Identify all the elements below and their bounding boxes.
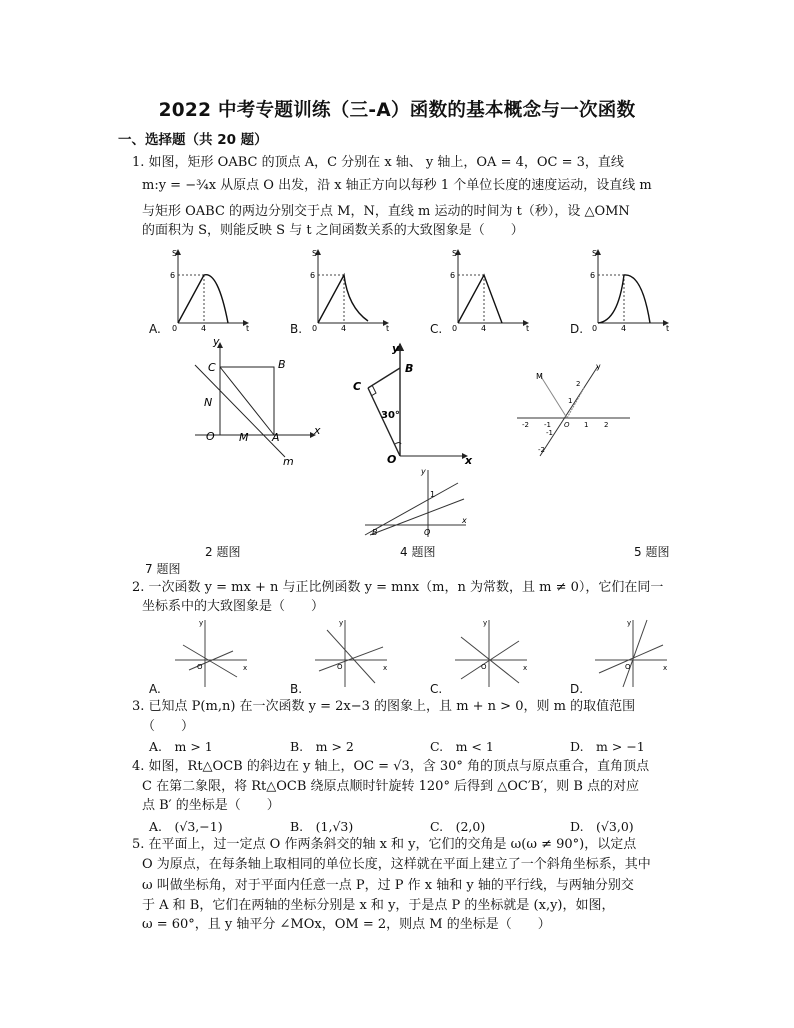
q1-graph-d-origin: 0	[592, 324, 598, 333]
fig7-label-o: O	[424, 528, 431, 537]
q2-graph-d-x: x	[663, 664, 668, 672]
fig5-label-ym2: -2	[538, 446, 545, 454]
q2-graph-b-x: x	[383, 664, 388, 672]
q1-line-2: m:y = −¾x 从原点 O 出发，沿 x 轴正方向以每秒 1 个单位长度的速度运动，设直线 m	[142, 178, 652, 193]
q1-graph-b-y-tick: 6	[310, 271, 316, 280]
fig7-label-b: B	[372, 528, 378, 537]
fig2-label-x: x	[314, 424, 321, 437]
q1-graph-a-y-tick: 6	[170, 271, 176, 280]
fig7-caption: 7 题图	[145, 562, 181, 576]
fig5-label-ym1: -1	[546, 429, 553, 437]
fig5-caption: 5 题图	[634, 545, 670, 559]
q1-option-d[interactable]: D.	[570, 322, 584, 336]
q2-graph-b	[315, 619, 387, 687]
q2-option-c[interactable]: C.	[430, 682, 443, 696]
q4-option-b[interactable]: B. (1,√3)	[290, 819, 354, 834]
fig5-label-m: M	[536, 372, 543, 381]
q1-graph-d	[590, 249, 669, 333]
q2-graph-b-y: y	[339, 619, 344, 627]
section-heading: 一、选择题（共 20 题）	[118, 132, 268, 148]
q1-graph-a	[170, 249, 249, 333]
q1-option-graphs	[140, 245, 760, 345]
figure-7	[360, 465, 470, 540]
q5-line-4: 于 A 和 B，它们在两轴的坐标分别是 x 和 y，于是点 P 的坐标就是 (x,y)，如图，	[142, 898, 615, 913]
fig2-label-o: O	[206, 430, 215, 443]
q4-line-3: 点 B′ 的坐标是（ ）	[142, 798, 280, 813]
q2-graph-a-y: y	[199, 619, 204, 627]
fig2-label-b: B	[278, 358, 286, 371]
q1-graph-b-origin: 0	[312, 324, 318, 333]
q1-graph-b-y-axis: S	[312, 249, 318, 258]
fig4-label-c: C	[353, 380, 362, 393]
q2-option-b[interactable]: B.	[290, 682, 303, 696]
fig7-label-x: x	[462, 516, 467, 525]
q1-graph-a-y-axis: S	[172, 249, 178, 258]
q2-line-2: 坐标系中的大致图象是（ ）	[142, 599, 325, 614]
q1-line-3: 与矩形 OABC 的两边分别交于点 M，N，直线 m 运动的时间为 t（秒），设 △OMN	[142, 204, 630, 219]
fig4-caption: 4 题图	[400, 545, 436, 559]
q1-line-1: 1. 如图，矩形 OABC 的顶点 A，C 分别在 x 轴、 y 轴上，OA = 4，OC = 3，直线	[132, 155, 624, 170]
q4-option-c[interactable]: C. (2,0)	[430, 819, 486, 834]
q1-option-a[interactable]: A.	[149, 322, 161, 336]
fig7-label-y: y	[421, 467, 426, 476]
q2-graph-d-y: y	[627, 619, 632, 627]
q3-option-d[interactable]: D. m > −1	[570, 739, 645, 754]
q4-line-2: C 在第二象限，将 Rt△OCB 绕原点顺时针旋转 120° 后得到 △OC′B′，则 B 点的对应	[142, 779, 640, 794]
q2-graph-d-o: O	[625, 663, 631, 671]
q1-line-4: 的面积为 S，则能反映 S 与 t 之间函数关系的大致图象是（ ）	[142, 223, 524, 238]
q2-graph-a-x: x	[243, 664, 248, 672]
q2-graph-a	[175, 619, 247, 687]
q1-graph-b-x-axis: t	[386, 324, 390, 333]
q4-option-a[interactable]: A. (√3,−1)	[149, 819, 223, 834]
q1-graph-d-x-tick: 4	[621, 324, 627, 333]
q2-graph-c-o: O	[481, 663, 487, 671]
fig4-label-b: B	[405, 362, 414, 375]
q1-graph-c-y-axis: S	[452, 249, 458, 258]
fig2-label-n: N	[204, 396, 213, 409]
q5-line-3: ω 叫做坐标角，对于平面内任意一点 P，过 P 作 x 轴和 y 轴的平行线，与两轴分别交	[142, 878, 634, 893]
fig5-label-x1: 1	[584, 421, 589, 429]
q1-graph-c-x-tick: 4	[481, 324, 487, 333]
fig2-label-y: y	[213, 335, 220, 348]
q1-graph-d-x-axis: t	[666, 324, 670, 333]
q1-graph-d-y-axis: S	[592, 249, 598, 258]
q1-graph-a-x-tick: 4	[201, 324, 207, 333]
q1-graph-a-x-axis: t	[246, 324, 250, 333]
q4-option-d[interactable]: D. (√3,0)	[570, 819, 634, 834]
q5-line-5: ω = 60°，且 y 轴平分 ∠MOx，OM = 2，则点 M 的坐标是（ ）	[142, 917, 551, 932]
q2-graph-c-x: x	[523, 664, 528, 672]
fig5-label-x2: 2	[604, 421, 609, 429]
q1-graph-c-y-tick: 6	[450, 271, 456, 280]
q5-line-1: 5. 在平面上，过一定点 O 作两条斜交的轴 x 和 y，它们的交角是 ω(ω ≠ 90°)，以定点	[132, 837, 637, 852]
figure-2	[190, 335, 330, 470]
fig2-caption: 2 题图	[205, 545, 241, 559]
q2-graph-c-y: y	[483, 619, 488, 627]
fig2-label-m-point: M	[239, 431, 249, 444]
q1-graph-b	[310, 249, 389, 333]
q2-graph-d	[595, 619, 667, 687]
fig4-label-x: x	[465, 454, 473, 467]
figure-5	[512, 360, 637, 460]
q1-graph-c	[450, 249, 529, 333]
fig5-label-xm1: -1	[544, 421, 551, 429]
q1-graph-c-x-axis: t	[526, 324, 530, 333]
fig4-label-o: O	[387, 453, 397, 466]
q2-option-d[interactable]: D.	[570, 682, 584, 696]
fig4-label-y: y	[392, 342, 400, 355]
fig5-label-y1: 1	[568, 397, 573, 405]
fig5-label-xm2: -2	[522, 421, 529, 429]
q5-line-2: O 为原点，在每条轴上取相同的单位长度，这样就在平面上建立了一个斜角坐标系，其中	[142, 857, 651, 872]
q2-line-1: 2. 一次函数 y = mx + n 与正比例函数 y = mnx（m，n 为常数，且 m ≠ 0），它们在同一	[132, 580, 664, 595]
figure-4	[345, 338, 475, 468]
q1-option-c[interactable]: C.	[430, 322, 443, 336]
q2-graph-c	[455, 619, 527, 687]
q3-line-2: （ ）	[142, 719, 195, 734]
q1-graph-d-y-tick: 6	[590, 271, 596, 280]
q3-line-1: 3. 已知点 P(m,n) 在一次函数 y = 2x−3 的图象上，且 m + n > 0，则 m 的取值范围	[132, 699, 636, 714]
q2-graph-a-o: O	[197, 663, 203, 671]
q2-graph-b-o: O	[337, 663, 343, 671]
q2-option-a[interactable]: A.	[149, 682, 161, 696]
fig2-label-c: C	[208, 361, 216, 374]
q3-option-b[interactable]: B. m > 2	[290, 739, 354, 754]
q2-option-graphs	[140, 615, 668, 690]
q1-graph-c-origin: 0	[452, 324, 458, 333]
fig5-label-y2: 2	[576, 380, 581, 388]
fig2-label-a: A	[272, 431, 280, 444]
q4-line-1: 4. 如图，Rt△OCB 的斜边在 y 轴上，OC = √3，含 30° 角的顶点与原点重合，直角顶点	[132, 759, 650, 774]
fig5-label-y: y	[596, 362, 601, 371]
q1-graph-b-x-tick: 4	[341, 324, 347, 333]
q3-option-c[interactable]: C. m < 1	[430, 739, 494, 754]
fig7-label-1: 1	[430, 490, 436, 499]
page-title: 2022 中考专题训练（三-A）函数的基本概念与一次函数	[158, 100, 636, 121]
fig4-label-angle: 30°	[381, 410, 400, 421]
q1-option-b[interactable]: B.	[290, 322, 303, 336]
fig5-label-o: O	[564, 421, 570, 429]
q3-option-a[interactable]: A. m > 1	[149, 739, 213, 754]
q1-graph-a-origin: 0	[172, 324, 178, 333]
fig2-label-m-line: m	[283, 455, 294, 468]
